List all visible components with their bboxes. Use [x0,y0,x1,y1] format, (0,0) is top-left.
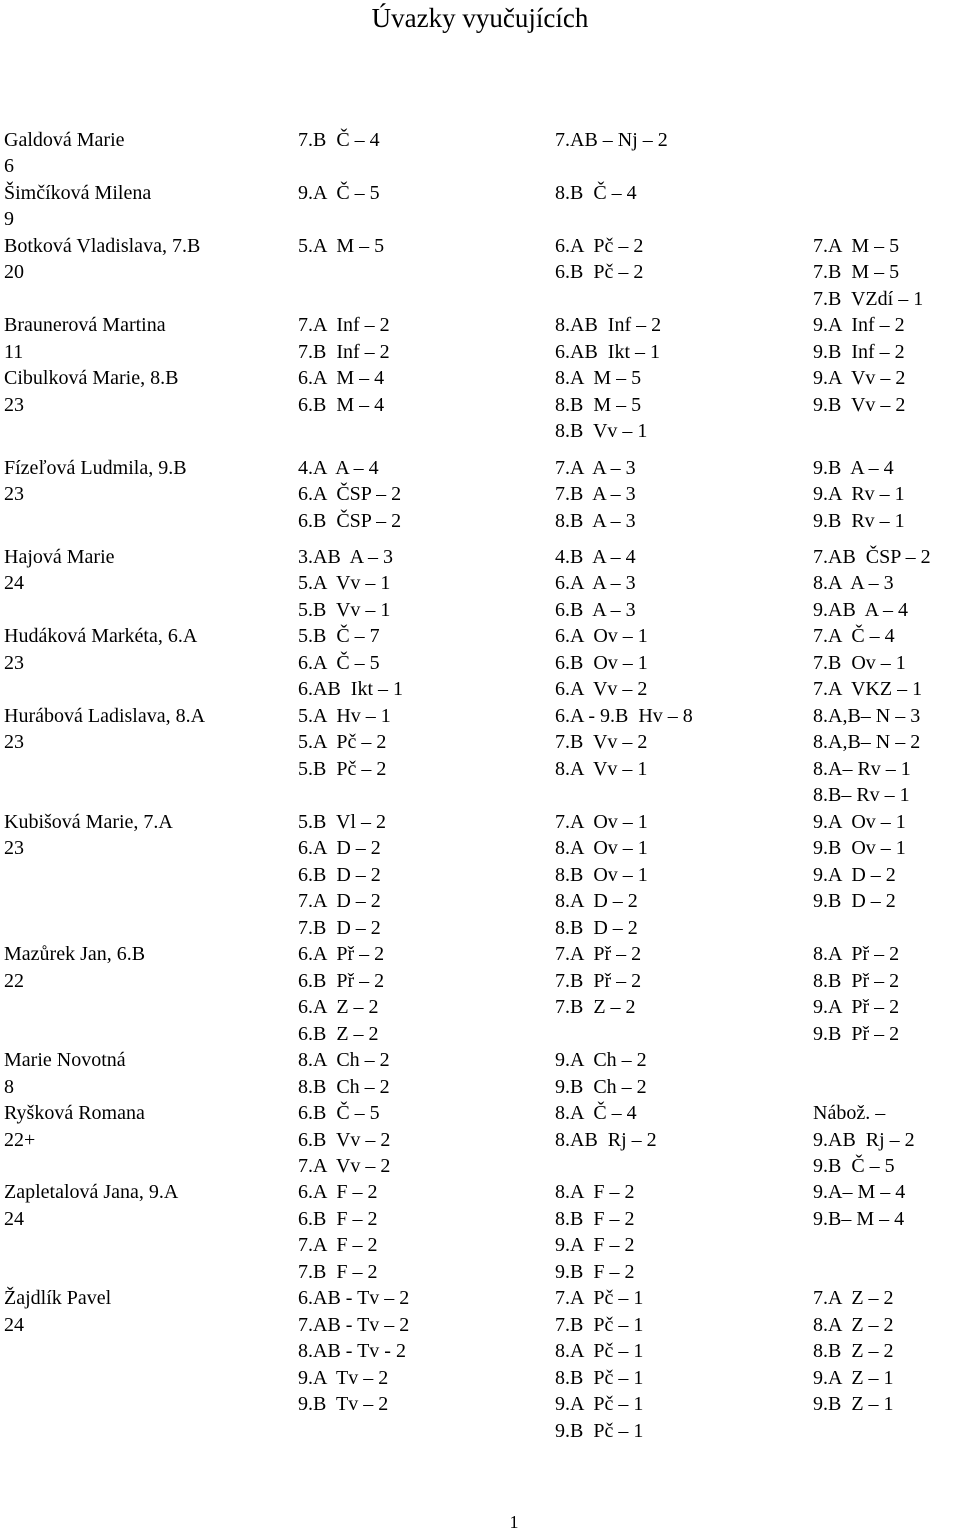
teacher-cell: 24 [4,572,24,594]
teacher-cell: Marie Novotná [4,1049,126,1071]
class-b-cell: 6.B Pč – 2 [555,261,644,283]
teacher-cell: Ryšková Romana [4,1102,145,1124]
class-a-cell: 6.AB Ikt – 1 [298,678,403,700]
class-c-cell: 9.B– M – 4 [813,1208,905,1230]
class-c-cell: 9.B A – 4 [813,457,894,479]
class-b-cell: 6.A Pč – 2 [555,235,644,257]
class-a-cell: 5.A Pč – 2 [298,731,387,753]
teacher-cell: Šimčíková Milena [4,182,152,204]
class-a-cell: 7.A F – 2 [298,1234,378,1256]
class-b-cell: 7.B A – 3 [555,483,636,505]
class-a-cell: 6.A Č – 5 [298,652,380,674]
class-c-cell: 9.B Inf – 2 [813,341,905,363]
teacher-cell: 23 [4,394,24,416]
page-title: Úvazky vyučujících [371,3,589,33]
teacher-cell: Hajová Marie [4,546,115,568]
class-a-cell: 8.B Ch – 2 [298,1076,390,1098]
page-number: 1 [509,1512,519,1532]
class-c-cell: 9.B Rv – 1 [813,510,905,532]
class-b-cell: 8.B F – 2 [555,1208,635,1230]
teacher-cell: 23 [4,652,24,674]
teacher-cell: Zapletalová Jana, 9.A [4,1181,179,1203]
class-b-cell: 8.AB Inf – 2 [555,314,662,336]
teacher-cell: Žajdlík Pavel [4,1287,112,1309]
class-a-cell: 7.B Inf – 2 [298,341,390,363]
class-b-cell: 8.A F – 2 [555,1181,635,1203]
class-c-cell: 8.A Z – 2 [813,1314,894,1336]
class-c-cell: 7.B VZdí – 1 [813,288,924,310]
class-c-cell: 8.A Př – 2 [813,943,900,965]
class-c-cell: 9.B Př – 2 [813,1023,900,1045]
class-c-cell: 9.B Vv – 2 [813,394,906,416]
class-a-cell: 6.B Z – 2 [298,1023,379,1045]
class-b-cell: 8.B M – 5 [555,394,642,416]
class-c-cell: 9.A Inf – 2 [813,314,905,336]
teacher-cell: Kubišová Marie, 7.A [4,811,173,833]
teacher-cell: 9 [4,208,14,230]
class-a-cell: 6.A Z – 2 [298,996,379,1018]
class-c-cell: 8.A,B– N – 2 [813,731,921,753]
class-a-cell: 8.A Ch – 2 [298,1049,390,1071]
teacher-cell: 11 [4,341,24,363]
class-b-cell: 8.B Pč – 1 [555,1367,644,1389]
class-b-cell: 6.A Ov – 1 [555,625,648,647]
class-a-cell: 9.A Tv – 2 [298,1367,389,1389]
class-b-cell: 6.B A – 3 [555,599,636,621]
class-c-cell: 8.A,B– N – 3 [813,705,921,727]
class-b-cell: 9.A Ch – 2 [555,1049,647,1071]
teacher-cell: Mazůrek Jan, 6.B [4,943,146,965]
class-a-cell: 6.B D – 2 [298,864,381,886]
class-b-cell: 7.A Ov – 1 [555,811,648,833]
class-b-cell: 8.A M – 5 [555,367,642,389]
class-a-cell: 7.B Č – 4 [298,129,380,151]
class-b-cell: 8.A Č – 4 [555,1102,637,1124]
teacher-cell: 23 [4,837,24,859]
class-b-cell: 8.AB Rj – 2 [555,1129,657,1151]
teacher-cell: Hurábová Ladislava, 8.A [4,705,206,727]
class-b-cell: 8.A Pč – 1 [555,1340,644,1362]
class-c-cell: 7.A VKZ – 1 [813,678,923,700]
class-b-cell: 8.A Ov – 1 [555,837,648,859]
class-b-cell: 7.A A – 3 [555,457,636,479]
class-a-cell: 6.B ČSP – 2 [298,510,402,532]
teacher-cell: 22+ [4,1129,36,1151]
class-a-cell: 3.AB A – 3 [298,546,394,568]
class-c-cell: 7.AB ČSP – 2 [813,546,931,568]
class-a-cell: 7.A Inf – 2 [298,314,390,336]
class-a-cell: 5.B Vl – 2 [298,811,386,833]
teacher-cell: 8 [4,1076,14,1098]
class-b-cell: 9.B Pč – 1 [555,1420,644,1442]
class-b-cell: 8.B Ov – 1 [555,864,648,886]
teacher-cell: 24 [4,1314,24,1336]
class-b-cell: 9.A Pč – 1 [555,1393,644,1415]
class-a-cell: 6.A D – 2 [298,837,381,859]
class-a-cell: 6.B Vv – 2 [298,1129,391,1151]
teacher-cell: Cibulková Marie, 8.B [4,367,179,389]
teacher-cell: 20 [4,261,24,283]
class-b-cell: 6.B Ov – 1 [555,652,648,674]
class-c-cell: 8.A A – 3 [813,572,894,594]
class-b-cell: 8.A Vv – 1 [555,758,648,780]
class-a-cell: 5.A Hv – 1 [298,705,391,727]
class-a-cell: 6.A ČSP – 2 [298,483,402,505]
class-a-cell: 7.B F – 2 [298,1261,378,1283]
teacher-cell: Braunerová Martina [4,314,166,336]
class-c-cell: 9.B D – 2 [813,890,896,912]
class-c-cell: Nábož. – [813,1102,886,1124]
class-c-cell: 7.A Č – 4 [813,625,895,647]
class-a-cell: 6.B M – 4 [298,394,385,416]
teacher-cell: 24 [4,1208,24,1230]
class-c-cell: 7.A M – 5 [813,235,900,257]
teacher-cell: Hudáková Markéta, 6.A [4,625,198,647]
class-a-cell: 5.A Vv – 1 [298,572,391,594]
class-c-cell: 9.B Č – 5 [813,1155,895,1177]
class-a-cell: 7.A D – 2 [298,890,381,912]
class-a-cell: 6.A Př – 2 [298,943,385,965]
class-a-cell: 7.AB - Tv – 2 [298,1314,410,1336]
class-c-cell: 9.A Rv – 1 [813,483,905,505]
class-a-cell: 6.B F – 2 [298,1208,378,1230]
teacher-cell: Botková Vladislava, 7.B [4,235,201,257]
class-b-cell: 8.B A – 3 [555,510,636,532]
teacher-cell: 22 [4,970,24,992]
class-c-cell: 7.A Z – 2 [813,1287,894,1309]
class-c-cell: 9.AB Rj – 2 [813,1129,915,1151]
class-a-cell: 5.B Vv – 1 [298,599,391,621]
class-c-cell: 9.B Ov – 1 [813,837,906,859]
class-b-cell: 8.B Vv – 1 [555,420,648,442]
teacher-cell: 23 [4,731,24,753]
class-b-cell: 9.B Ch – 2 [555,1076,647,1098]
class-b-cell: 9.B F – 2 [555,1261,635,1283]
class-b-cell: 7.A Pč – 1 [555,1287,644,1309]
class-a-cell: 6.A F – 2 [298,1181,378,1203]
class-b-cell: 4.B A – 4 [555,546,636,568]
class-b-cell: 7.B Vv – 2 [555,731,648,753]
class-a-cell: 7.A Vv – 2 [298,1155,391,1177]
class-a-cell: 7.B D – 2 [298,917,381,939]
class-c-cell: 7.B M – 5 [813,261,900,283]
class-c-cell: 9.A Z – 1 [813,1367,894,1389]
teacher-cell: Fízeľová Ludmila, 9.B [4,457,187,479]
teacher-cell: 6 [4,155,14,177]
class-c-cell: 9.B Z – 1 [813,1393,894,1415]
class-b-cell: 8.B D – 2 [555,917,638,939]
class-c-cell: 9.A– M – 4 [813,1181,906,1203]
class-b-cell: 7.AB – Nj – 2 [555,129,668,151]
class-a-cell: 8.AB - Tv - 2 [298,1340,406,1362]
teacher-cell: 23 [4,483,24,505]
class-a-cell: 9.B Tv – 2 [298,1393,389,1415]
class-a-cell: 9.A Č – 5 [298,182,380,204]
class-a-cell: 6.A M – 4 [298,367,385,389]
class-b-cell: 6.AB Ikt – 1 [555,341,660,363]
class-b-cell: 8.A D – 2 [555,890,638,912]
class-b-cell: 7.B Z – 2 [555,996,636,1018]
class-a-cell: 6.AB - Tv – 2 [298,1287,410,1309]
class-c-cell: 9.A Vv – 2 [813,367,906,389]
class-b-cell: 7.B Př – 2 [555,970,642,992]
class-a-cell: 4.A A – 4 [298,457,379,479]
class-c-cell: 8.B– Rv – 1 [813,784,910,806]
class-b-cell: 9.A F – 2 [555,1234,635,1256]
class-c-cell: 9.A D – 2 [813,864,896,886]
class-a-cell: 6.B Č – 5 [298,1102,380,1124]
class-b-cell: 8.B Č – 4 [555,182,637,204]
class-c-cell: 9.AB A – 4 [813,599,909,621]
class-b-cell: 6.A A – 3 [555,572,636,594]
class-b-cell: 6.A - 9.B Hv – 8 [555,705,693,727]
class-c-cell: 7.B Ov – 1 [813,652,906,674]
teacher-cell: Galdová Marie [4,129,125,151]
class-b-cell: 7.A Př – 2 [555,943,642,965]
class-c-cell: 8.B Z – 2 [813,1340,894,1362]
class-b-cell: 7.B Pč – 1 [555,1314,644,1336]
class-a-cell: 5.A M – 5 [298,235,385,257]
class-c-cell: 9.A Ov – 1 [813,811,906,833]
class-a-cell: 6.B Př – 2 [298,970,385,992]
class-c-cell: 9.A Př – 2 [813,996,900,1018]
class-a-cell: 5.B Pč – 2 [298,758,387,780]
class-b-cell: 6.A Vv – 2 [555,678,648,700]
class-a-cell: 5.B Č – 7 [298,625,380,647]
class-c-cell: 8.A– Rv – 1 [813,758,911,780]
class-c-cell: 8.B Př – 2 [813,970,900,992]
